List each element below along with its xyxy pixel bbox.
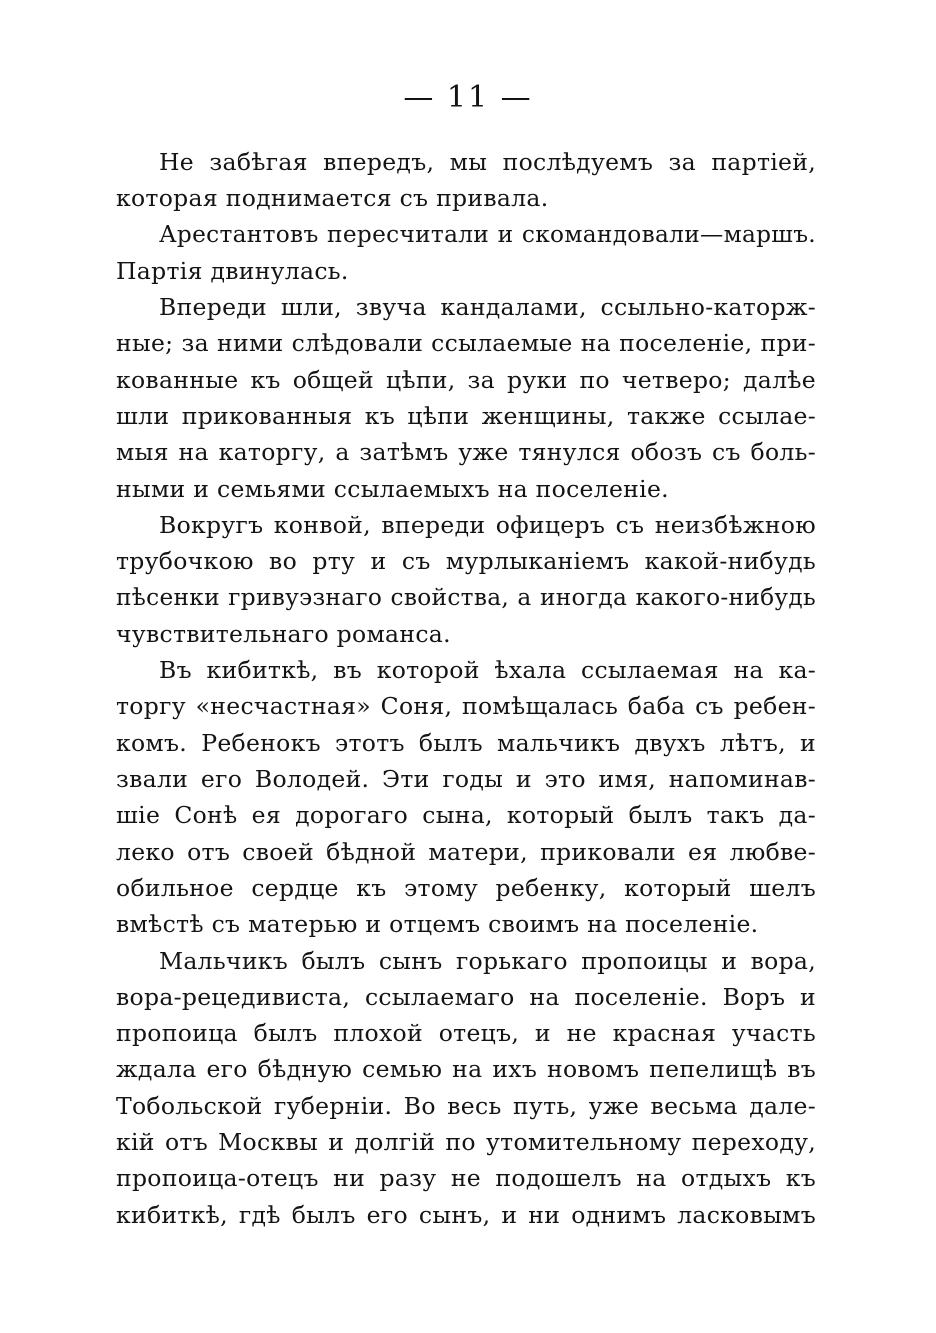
text-line: Тобольской губерніи. Во весь путь, уже весьма дале- [116, 1091, 816, 1120]
text-line: Вокругъ конвой, впереди офицеръ съ неизбѣжною [159, 510, 816, 539]
text-line: которая поднимается съ привала. [116, 184, 549, 213]
text-line: комъ. Ребенокъ этотъ былъ мальчикъ двухъ лѣтъ, и [116, 728, 816, 757]
text-line: кованные къ общей цѣпи, за руки по четверо; далѣе [116, 365, 816, 394]
page-text [116, 144, 816, 1233]
text-line: Не забѣгая впередъ, мы послѣдуемъ за партіей, [159, 148, 816, 176]
text-line: звали его Володей. Эти годы и это имя, напоминав- [116, 765, 816, 794]
text-line: шіе Сонѣ ея дорогаго сына, который былъ такъ да- [116, 801, 816, 830]
text-line: ными и семьями ссылаемыхъ на поселеніе. [116, 474, 669, 503]
text-line: леко отъ своей бѣдной матери, приковали ея любве- [116, 837, 816, 866]
text-line: пѣсенки гривуэзнаго свойства, а иногда какого-нибудь [116, 583, 816, 611]
text-line: Впереди шли, звуча кандалами, ссыльно-каторж- [159, 293, 816, 322]
text-line: шли прикованныя къ цѣпи женщины, также ссылае- [116, 402, 816, 431]
text-line: торгу «несчастная» Соня, помѣщалась баба съ ребен- [116, 692, 816, 721]
text-line: ждала его бѣдную семью на ихъ новомъ пепелищѣ въ [116, 1055, 816, 1084]
text-line: трубочкою во рту и съ мурлыканіемъ какой-нибудь [116, 547, 816, 576]
text-line: Партія двинулась. [116, 256, 349, 285]
text-line: кибиткѣ, гдѣ былъ его сынъ, и ни однимъ ласковымъ [116, 1200, 816, 1229]
page-number: — 11 — [403, 80, 533, 115]
text-line: пропоица былъ плохой отецъ, и не красная участь [116, 1019, 816, 1048]
text-line: чувствительнаго романса. [116, 619, 451, 648]
text-line: Арестантовъ пересчитали и скомандовали—маршъ. [159, 220, 816, 248]
text-line: пропоица-отецъ ни разу не подошелъ на отдыхъ къ [116, 1164, 816, 1193]
text-line: обильное сердце къ этому ребенку, который шелъ [116, 873, 816, 902]
text-line: Мальчикъ былъ сынъ горькаго пропоицы и вора, [159, 946, 816, 975]
text-line: вора-рецедивиста, ссылаемаго на поселеніе. Воръ и [116, 982, 816, 1011]
text-line: вмѣстѣ съ матерью и отцемъ своимъ на поселеніе. [116, 910, 759, 939]
text-line: Въ кибиткѣ, въ которой ѣхала ссылаемая на ка- [159, 656, 816, 685]
text-line: ные; за ними слѣдовали ссылаемые на поселеніе, при- [116, 329, 816, 358]
text-line: мыя на каторгу, а затѣмъ уже тянулся обозъ съ боль- [116, 438, 816, 467]
text-line: кій отъ Москвы и долгій по утомительному переходу, [116, 1128, 816, 1157]
